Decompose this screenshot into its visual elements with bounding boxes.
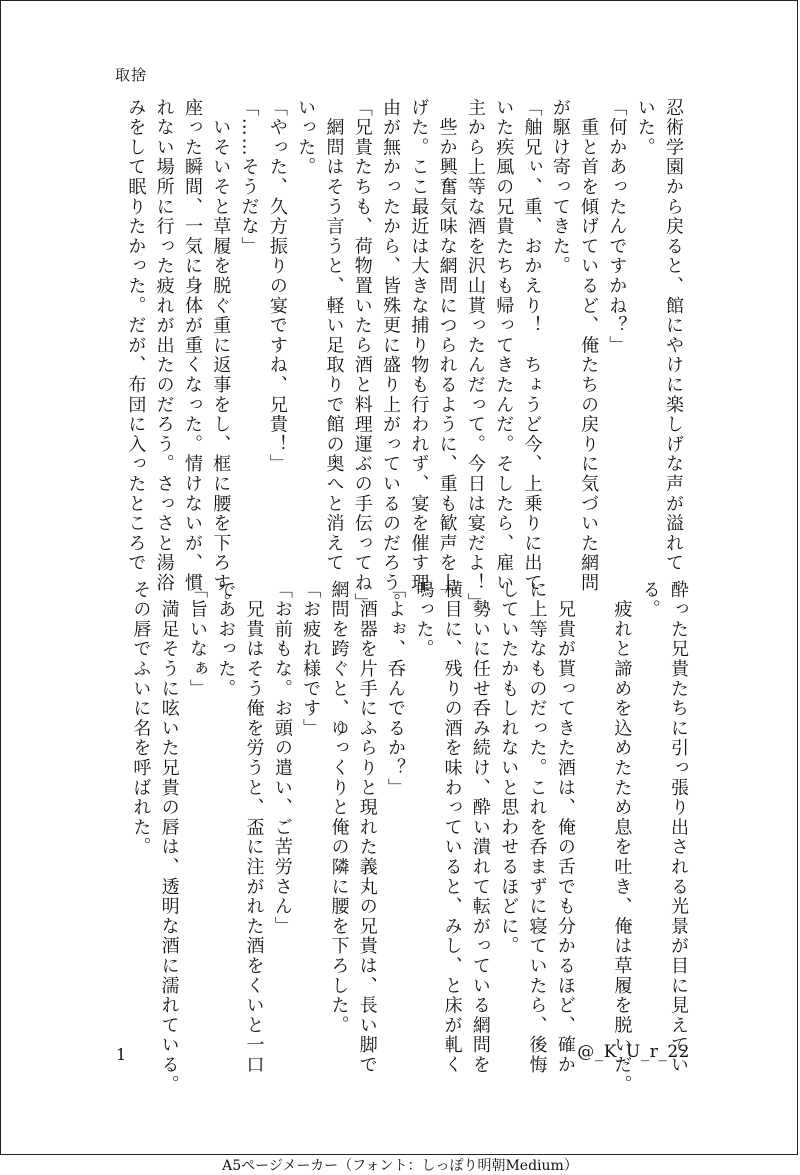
text-block-top: 忍術学園から戻ると、館にやけに楽しげな声が溢れて いた。 「何かあったんですかね？」 重と首を傾げているど、俺たちの戻りに気づいた網問 が駆け寄ってきた。 「舳兄ぃ、重、おかえり！ ちょうど今、上乗りに出て いた疾風の兄貴たちも帰ってきたんだ。そしたら、雇い 主から上等な酒を沢山貰ったんだって。今日は宴だよ！」 些か興奮気味な網問につられるように、重も歓声を上 げた。ここ最近は大きな捕り物も行われず、宴を催す理 由が無かったから、皆殊更に盛り上がっているのだろう。 「兄貴たちも、荷物置いたら酒と料理運ぶの手伝ってね」 網問はそう言うと、軽い足取りで館の奥へと消えて いった。 「やった、久方振りの宴ですね、兄貴！」 「……そうだな」 いそいそと草履を脱ぐ重に返事をし、框に腰を下ろす。 座った瞬間、一気に身体が重くなった。情けないが、慣 れない場所に行った疲れが出たのだろう。さっさと湯浴 みをして眠りたかった。だが、布団に入ったところで: [125, 98, 684, 613]
footer-caption: A5ページメーカー（フォント：しっぽり明朝Medium）: [222, 1158, 578, 1174]
author-handle: @_K_U_r_22: [577, 1042, 690, 1062]
text-block-bottom: 酔った兄貴たちに引っ張り出される光景が目に見えてい る。 疲れと諦めを込めたため息を吐き、俺は草履を脱いだ。 兄貴が貰ってきた酒は、俺の舌でも分かるほど、確か に上等なものだった。これを呑まずに寝ていたら、後悔 していたかもしれないと思わせるほどに。 勢いに任せ呑み続け、酔い潰れて転がっている網問を 横目に、残りの酒を味わっていると、みし、と床が軋く 鳴った。 「よぉ、呑んでるか？」 酒器を片手にふらりと現れた義丸の兄貴は、長い脚で 網問を跨ぐと、ゆっくりと俺の隣に腰を下ろした。 「お疲れ様です」 「お前もな。お頭の遣い、ご苦労さん」 兄貴はそう俺を労うと、盃に注がれた酒をくいと一口 であおった。 「旨いなぁ」 満足そうに呟いた兄貴の唇は、透明な酒に濡れている。 その唇でふいに名を呼ばれた。: [130, 580, 689, 1095]
page-number: 1: [116, 1045, 127, 1064]
chapter-label: 取捨: [115, 66, 148, 84]
